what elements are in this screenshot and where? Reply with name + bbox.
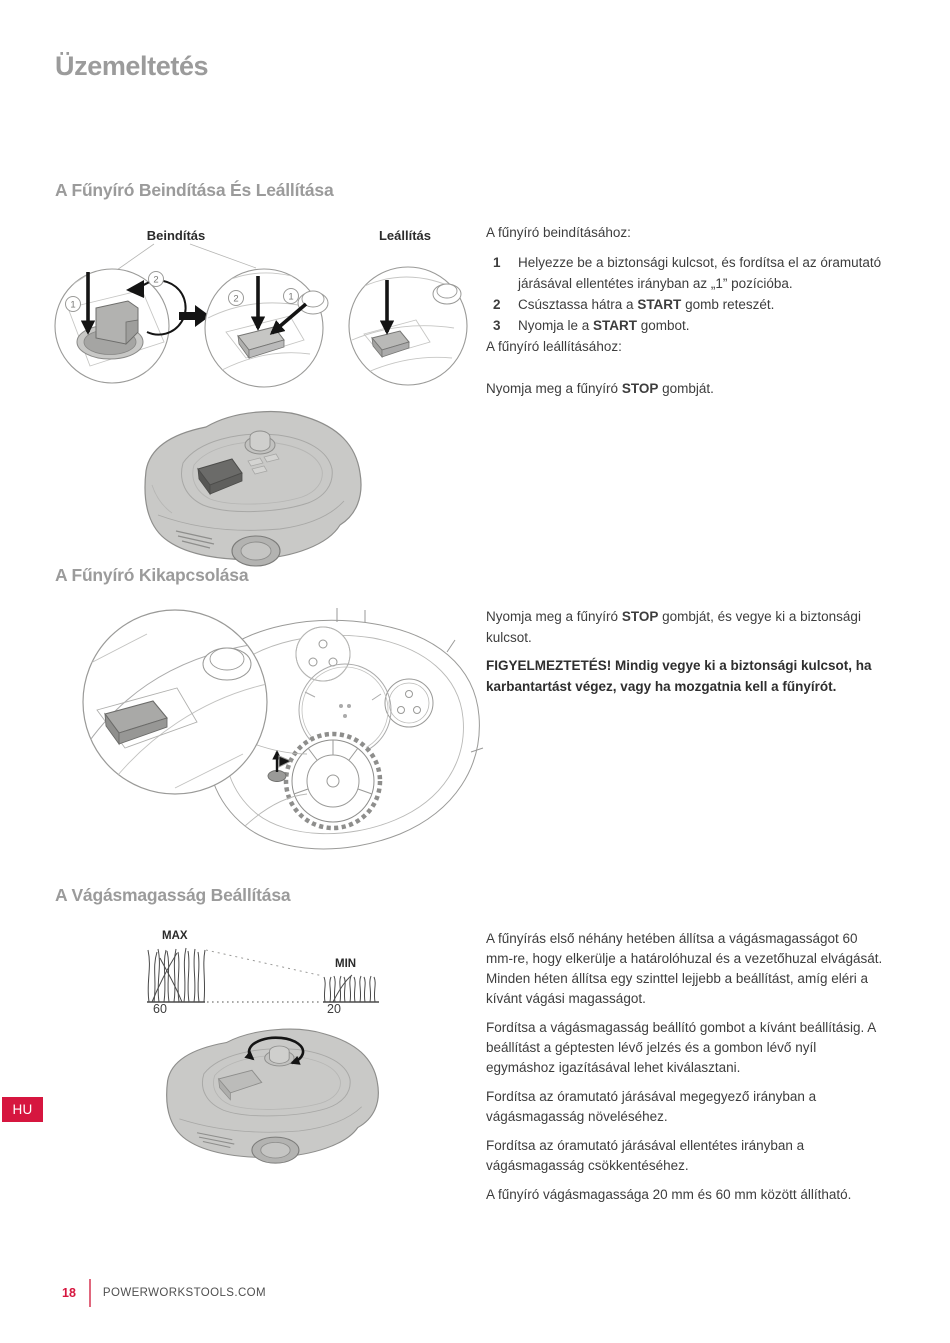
list-item <box>486 294 887 315</box>
switch-off-line: Nyomja meg a fűnyíró STOP gombját, és vegye ki a biztonsági kulcsot. <box>486 609 861 645</box>
stop-button-detail <box>349 267 467 385</box>
start-button-detail <box>205 262 328 387</box>
dotted-slope-line <box>206 950 323 976</box>
callout-1-badge <box>284 289 299 304</box>
mower-body <box>167 1029 379 1163</box>
list-item <box>486 315 887 336</box>
footer-website: POWERWORKSTOOLS.COM <box>102 1287 266 1299</box>
tall-grass <box>147 948 205 1002</box>
svg-text:2: 2 <box>153 274 159 286</box>
section-heading-cutting-height: A Vágásmagasság Beállítása <box>55 885 291 905</box>
mower-body <box>145 412 361 566</box>
cutting-height-instructions <box>486 929 887 1214</box>
svg-text:1: 1 <box>70 299 76 311</box>
step-number: 3 <box>493 318 501 333</box>
label-connector-line <box>114 244 154 272</box>
start-stop-callouts-illustration <box>50 246 474 398</box>
callout-1-badge <box>66 297 81 312</box>
switch-off-instructions <box>486 606 887 704</box>
step-number: 2 <box>493 297 501 312</box>
stop-button-detail-circle <box>73 610 267 794</box>
callout-2-badge <box>149 272 164 287</box>
list-item <box>486 252 887 294</box>
switch-off-illustration <box>55 606 485 858</box>
rear-wheel <box>252 1137 299 1163</box>
short-grass <box>323 975 379 1002</box>
page-number: 18 <box>62 1286 76 1300</box>
warning-text: FIGYELMEZTETÉS! Mindig vegye ki a biztonsági kulcsot, ha karbantartást végez, vagy ha mozgatnia kell a fűnyírót. <box>486 658 872 694</box>
footer-divider <box>89 1279 91 1307</box>
rear-wheel <box>232 536 280 566</box>
mower-knob-rotate-illustration <box>150 1013 390 1171</box>
step-text: Helyezze be a biztonsági kulcsot, és fordítsa el az óramutató járásával ellentétes irányban az „1” pozícióba. <box>518 255 882 291</box>
min-label: MIN <box>335 958 357 970</box>
caster-wheel <box>385 679 433 727</box>
paragraph: A fűnyírás első néhány hetében állítsa a vágásmagasságot 60 mm-re, hogy elkerülje a határolóhuzal és a vezetőhuzal elvágását. Minden héten állítsa egy szinttel lejjebb a beállítást, amíg eléri a kívánt vágási magasságot. <box>486 931 883 1006</box>
grass-height-diagram <box>135 920 395 1020</box>
stop-intro: A fűnyíró leállításához: <box>486 339 622 354</box>
section-heading-start-stop: A Fűnyíró Beindítása És Leállítása <box>55 180 334 200</box>
section-heading-switch-off: A Fűnyíró Kikapcsolása <box>55 565 249 585</box>
rear-wheel-treaded <box>286 734 380 828</box>
paragraph: Fordítsa az óramutató járásával megegyező irányban a vágásmagasság növeléséhez. <box>486 1089 817 1124</box>
label-connector-line <box>190 244 256 268</box>
svg-text:2: 2 <box>233 293 239 305</box>
max-height-value: 60 <box>153 1002 167 1016</box>
step-text: Nyomja le a START gombot. <box>518 318 690 333</box>
mower-top-illustration <box>128 393 373 575</box>
callout-2-badge <box>229 291 244 306</box>
language-tab-hu: HU <box>2 1097 43 1122</box>
step-text: Csúsztassa hátra a START gomb reteszét. <box>518 297 775 312</box>
min-height-value: 20 <box>327 1002 341 1016</box>
step-number: 1 <box>493 255 501 270</box>
paragraph: A fűnyíró vágásmagassága 20 mm és 60 mm között állítható. <box>486 1187 852 1202</box>
max-label: MAX <box>162 930 188 942</box>
start-intro: A fűnyíró beindításához: <box>486 225 631 240</box>
key-insert-detail <box>52 268 186 383</box>
svg-text:1: 1 <box>288 291 294 303</box>
figure-label-start: Beindítás <box>146 228 206 243</box>
safety-key <box>96 301 138 344</box>
start-steps-list <box>486 252 887 336</box>
start-stop-instructions <box>486 222 887 408</box>
page-title: Üzemeltetés <box>55 51 209 81</box>
stop-instruction: Nyomja meg a fűnyíró STOP gombját. <box>486 381 714 396</box>
figure-label-stop: Leállítás <box>378 228 432 243</box>
paragraph: Fordítsa a vágásmagasság beállító gombot a kívánt beállításig. A beállítást a géptesten lévő jelzés és a gombon lévő nyíl egymáshoz igazításával lehet kiválasztani. <box>486 1020 876 1075</box>
paragraph: Fordítsa az óramutató járásával ellentétes irányban a vágásmagasság csökkentéséhez. <box>486 1138 805 1173</box>
page-footer <box>62 1279 266 1307</box>
